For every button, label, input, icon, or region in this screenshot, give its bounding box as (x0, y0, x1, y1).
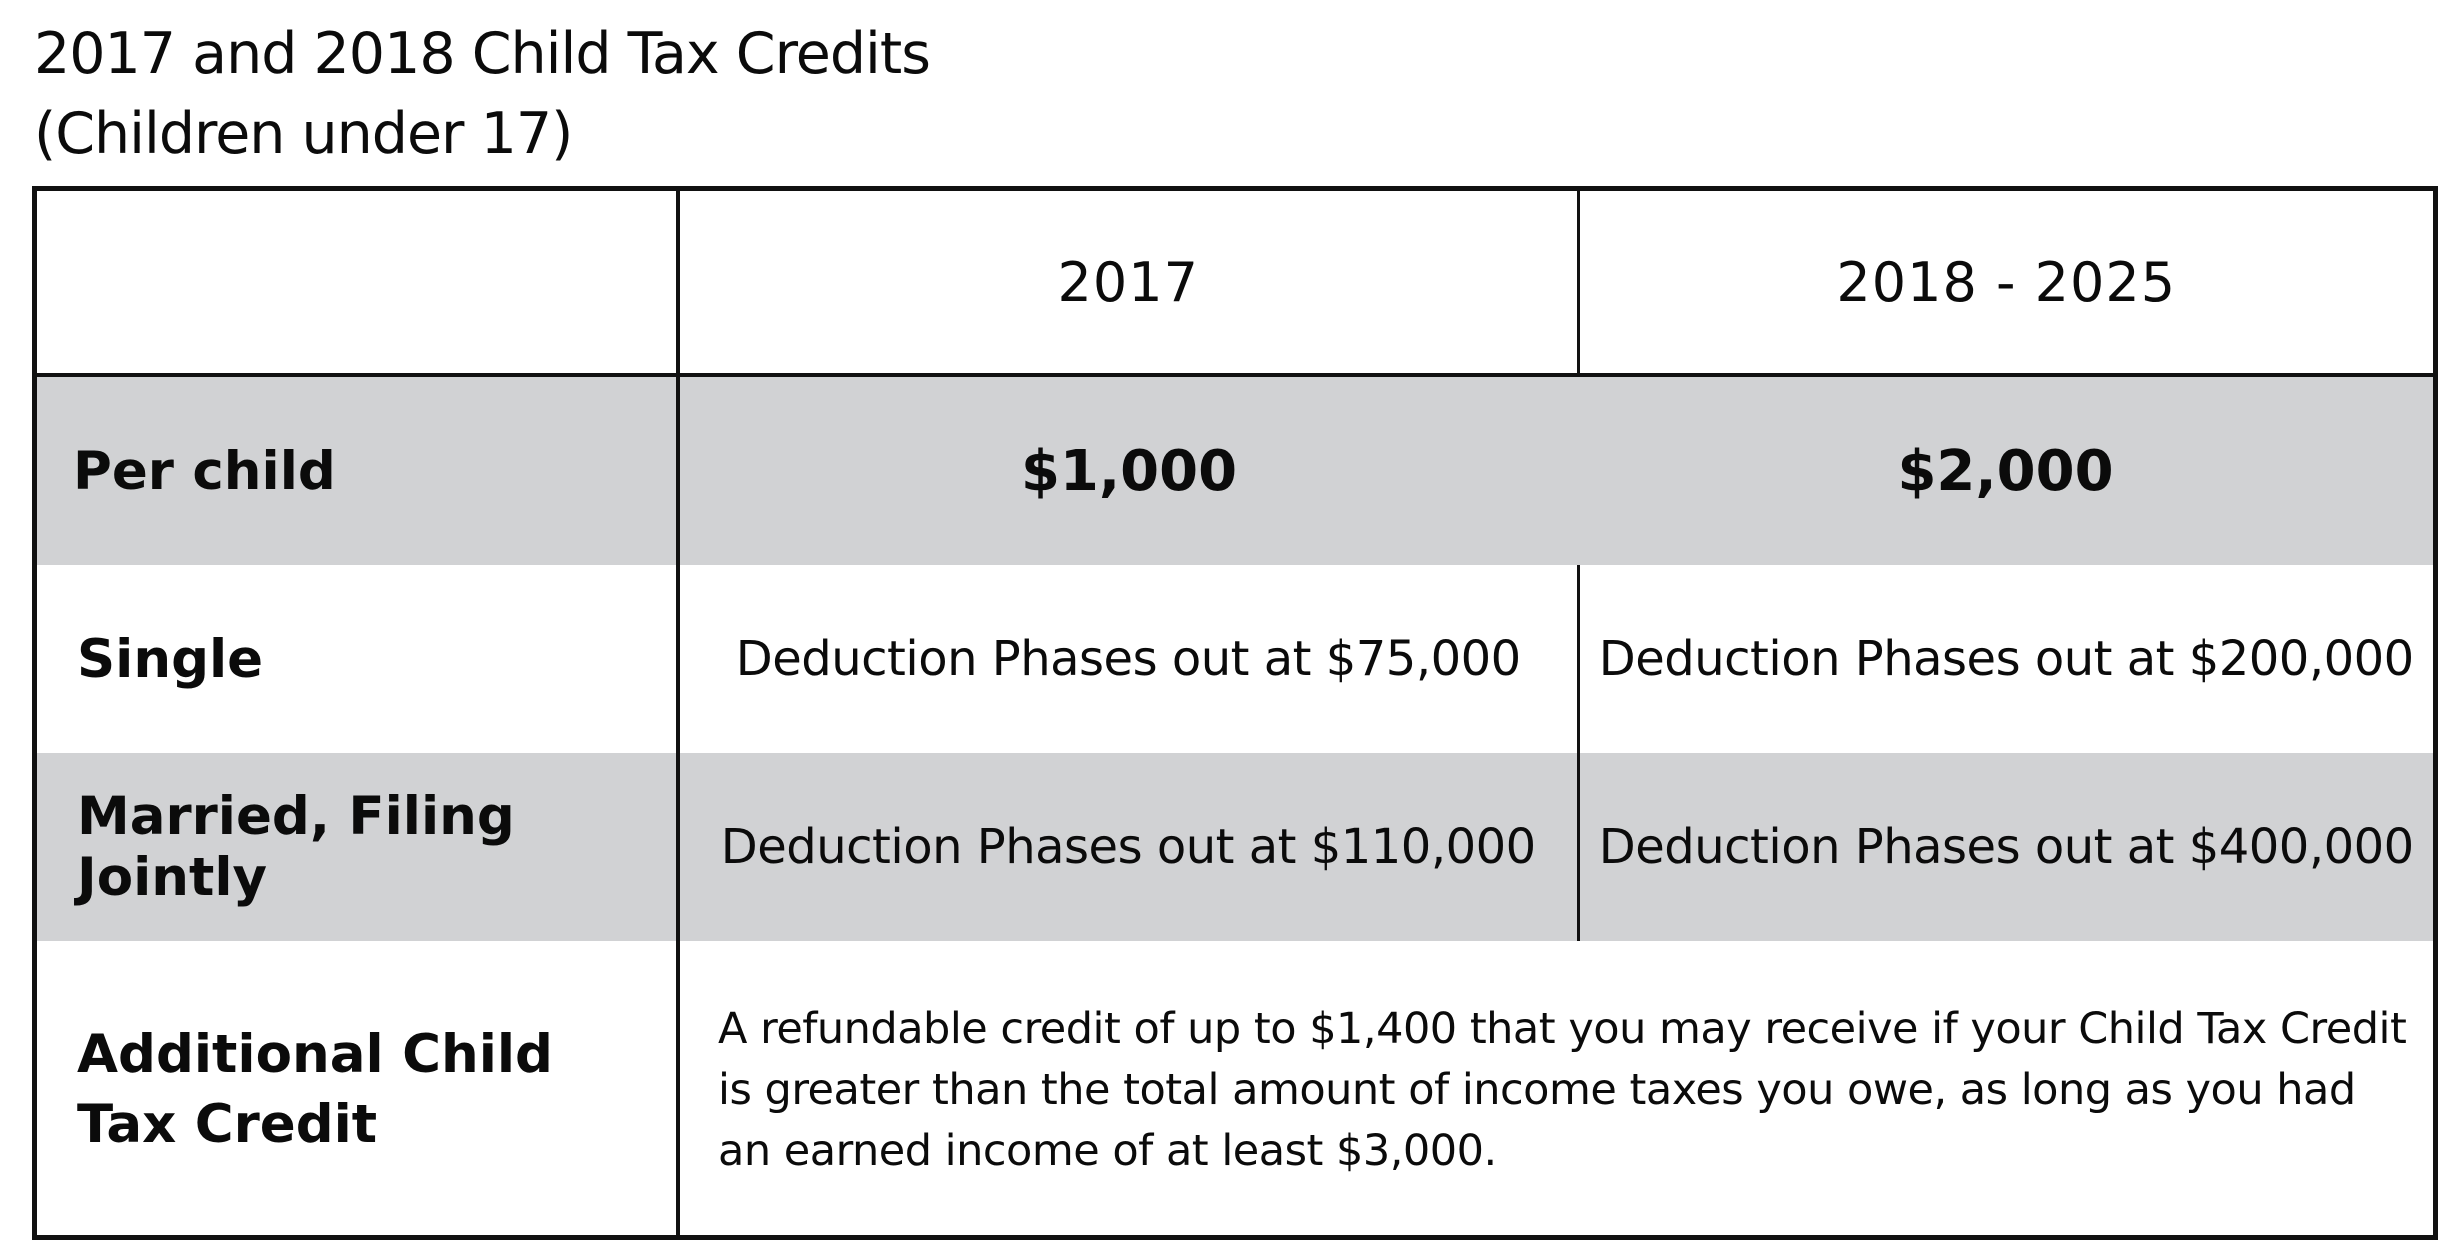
addl-label-line-1: Additional Child (77, 1024, 553, 1085)
addl-label-line-2: Tax Credit (77, 1094, 378, 1155)
per-child-2018-value: $2,000 (1578, 375, 2433, 565)
table-row (37, 375, 2433, 565)
child-tax-credit-table (32, 186, 2438, 1240)
row-label-per-child: Per child (37, 375, 678, 565)
married-2017-value: Deduction Phases out at $110,000 (678, 753, 1578, 941)
table-row (37, 753, 2433, 941)
title-line-2: (Children under 17) (34, 101, 573, 167)
table-row (37, 565, 2433, 753)
table-row (37, 941, 2433, 1239)
header-empty-cell (37, 191, 678, 375)
row-label-single: Single (37, 565, 678, 753)
row-label-additional-child-tax-credit (37, 941, 678, 1239)
per-child-2017-value: $1,000 (678, 375, 1578, 565)
table-header-row (37, 191, 2433, 375)
additional-credit-description: A refundable credit of up to $1,400 that you may receive if your Child Tax Credit is greater than the total amount of income taxes you owe, as long as you had an earned income of at least $3,000. (718, 1003, 2407, 1176)
header-2017: 2017 (678, 191, 1578, 375)
single-2017-value: Deduction Phases out at $75,000 (678, 565, 1578, 753)
row-label-married-filing-jointly: Married, Filing Jointly (37, 753, 678, 941)
credit-table (37, 191, 2433, 1239)
header-2018-2025: 2018 - 2025 (1578, 191, 2433, 375)
page-title (34, 14, 930, 174)
single-2018-value: Deduction Phases out at $200,000 (1598, 631, 2414, 687)
title-line-1: 2017 and 2018 Child Tax Credits (34, 21, 930, 87)
married-2018-value: Deduction Phases out at $400,000 (1578, 753, 2433, 941)
